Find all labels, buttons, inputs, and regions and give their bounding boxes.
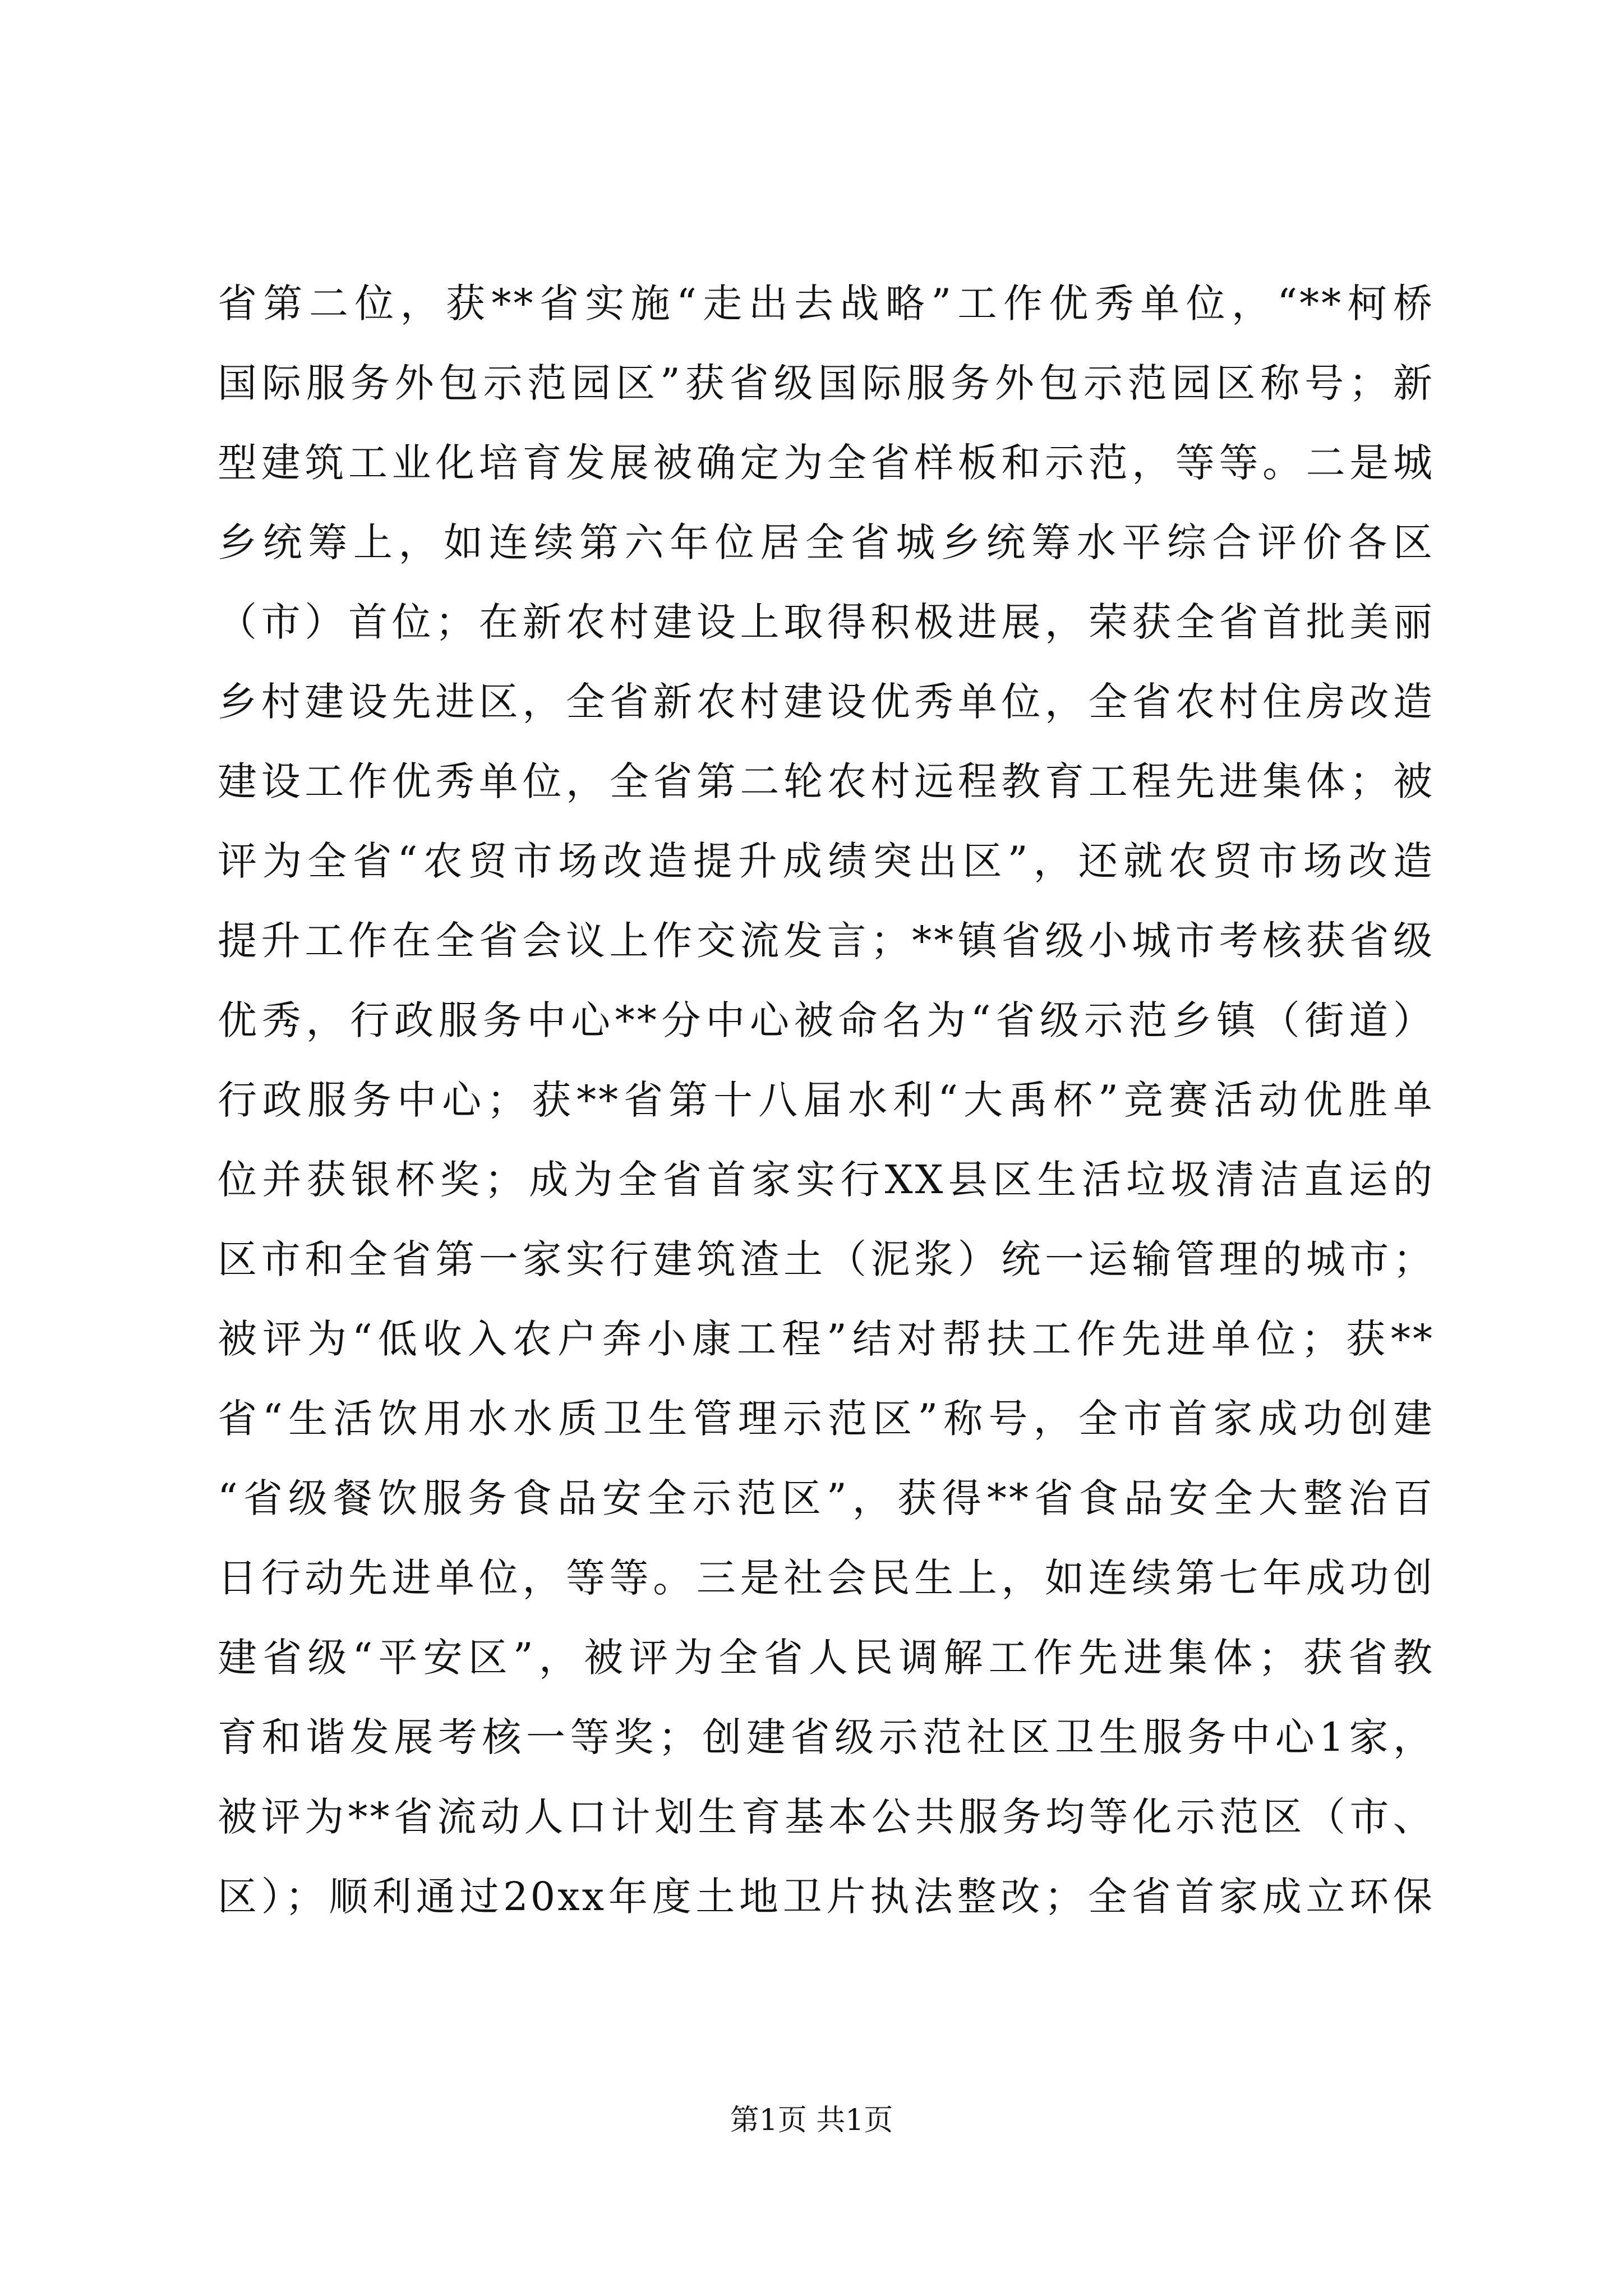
body-text xyxy=(218,264,1435,1936)
text-line: 提升工作在全省会议上作交流发言；**镇省级小城市考核获省级 xyxy=(218,918,1435,964)
text-line: 建省级“平安区”，被评为全省人民调解工作先进集体；获省教 xyxy=(218,1635,1435,1681)
text-line: 建设工作优秀单位，全省第二轮农村远程教育工程先进集体；被 xyxy=(218,758,1435,804)
text-line: 型建筑工业化培育发展被确定为全省样板和示范，等等。二是城 xyxy=(218,440,1435,486)
page-number: 第1页 共1页 xyxy=(730,2104,893,2137)
text-line: 被评为**省流动人口计划生育基本公共服务均等化示范区（市、 xyxy=(218,1794,1435,1840)
text-line: 位并获银杯奖；成为全省首家实行XX县区生活垃圾清洁直运的 xyxy=(218,1157,1435,1203)
text-line: （市）首位；在新农村建设上取得积极进展，荣获全省首批美丽 xyxy=(218,599,1435,645)
text-line: 省“生活饮用水水质卫生管理示范区”称号，全市首家成功创建 xyxy=(218,1396,1435,1442)
page-footer xyxy=(0,2101,1623,2140)
text-line: 区市和全省第一家实行建筑渣土（泥浆）统一运输管理的城市； xyxy=(218,1236,1435,1282)
text-line: 育和谐发展考核一等奖；创建省级示范社区卫生服务中心1家， xyxy=(218,1714,1435,1760)
text-line: 行政服务中心；获**省第十八届水利“大禹杯”竞赛活动优胜单 xyxy=(218,1077,1435,1123)
text-line: 日行动先进单位，等等。三是社会民生上，如连续第七年成功创 xyxy=(218,1555,1435,1601)
text-line: 国际服务外包示范园区”获省级国际服务外包示范园区称号；新 xyxy=(218,360,1435,406)
text-line: 评为全省“农贸市场改造提升成绩突出区”，还就农贸市场改造 xyxy=(218,838,1435,884)
text-line: 区）；顺利通过20xx年度土地卫片执法整改；全省首家成立环保 xyxy=(218,1874,1435,1920)
text-line: 乡村建设先进区，全省新农村建设优秀单位，全省农村住房改造 xyxy=(218,679,1435,725)
text-line: 优秀，行政服务中心**分中心被命名为“省级示范乡镇（街道） xyxy=(218,997,1435,1043)
text-line: 被评为“低收入农户奔小康工程”结对帮扶工作先进单位；获** xyxy=(218,1316,1435,1362)
text-line: 乡统筹上，如连续第六年位居全省城乡统筹水平综合评价各区 xyxy=(218,519,1435,565)
text-line: 省第二位，获**省实施“走出去战略”工作优秀单位，“**柯桥 xyxy=(218,280,1435,326)
text-line: “省级餐饮服务食品安全示范区”，获得**省食品安全大整治百 xyxy=(218,1475,1435,1521)
